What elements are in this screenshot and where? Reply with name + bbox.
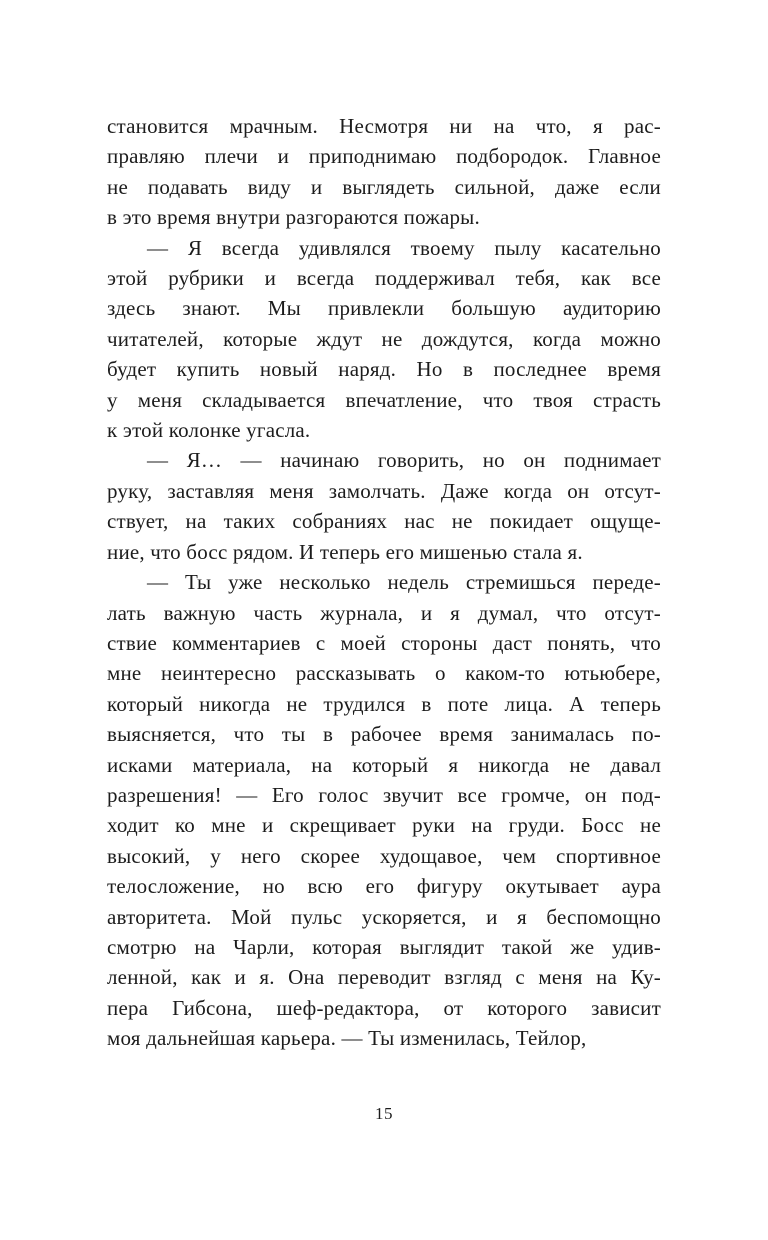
text-line: в это время внутри разгораются пожары. [107, 205, 480, 230]
text-line: который никогда не трудился в поте лица. А теперь [107, 691, 661, 716]
text-line: выясняется, что ты в рабочее время занималась по- [107, 722, 661, 747]
text-line: пера Гибсона, шеф-редактора, от которого зависит [107, 995, 661, 1020]
text-line: ходит ко мне и скрещивает руки на груди. Босс не [107, 813, 661, 838]
text-line: здесь знают. Мы привлекли большую аудиторию [107, 296, 661, 321]
text-line: не подавать виду и выглядеть сильной, даже если [107, 174, 661, 199]
text-line: правляю плечи и приподнимаю подбородок. Главное [107, 144, 661, 169]
text-line: ствует, на таких собраниях нас не покидает ощуще- [107, 509, 661, 534]
paragraph [107, 445, 661, 567]
text-line: становится мрачным. Несмотря ни на что, я рас- [107, 114, 661, 138]
text-line: ствие комментариев с моей стороны даст понять, что [107, 630, 661, 655]
text-line: — Я… — начинаю говорить, но он поднимает [147, 448, 661, 473]
page-number: 15 [375, 1104, 393, 1123]
text-line: мне неинтересно рассказывать о каком-то ютьюбере, [107, 661, 661, 686]
paragraph [107, 111, 661, 233]
text-line: — Я всегда удивлялся твоему пылу касательно [147, 235, 661, 260]
text-line: авторитета. Мой пульс ускоряется, и я беспомощно [107, 904, 661, 929]
paragraph [107, 233, 661, 446]
text-line: — Ты уже несколько недель стремишься переде- [147, 570, 661, 595]
text-line: читателей, которые ждут не дождутся, когда можно [107, 326, 661, 351]
text-line: исками материала, на который я никогда не давал [107, 752, 661, 777]
text-line: разрешения! — Его голос звучит все громче, он под- [107, 782, 661, 807]
text-line: у меня складывается впечатление, что твоя страсть [107, 387, 661, 412]
text-line: ленной, как и я. Она переводит взгляд с меня на Ку- [107, 965, 661, 990]
page-text [107, 111, 661, 1054]
text-line: этой рубрики и всегда поддерживал тебя, как все [107, 266, 661, 291]
text-line: моя дальнейшая карьера. — Ты изменилась, Тейлор, [107, 1026, 587, 1051]
text-line: руку, заставляя меня замолчать. Даже когда он отсут- [107, 478, 661, 503]
text-line: смотрю на Чарли, которая выглядит такой же удив- [107, 934, 661, 959]
text-line: лать важную часть журнала, и я думал, что отсут- [107, 600, 661, 625]
text-line: ние, что босс рядом. И теперь его мишенью стала я. [107, 539, 583, 564]
text-line: телосложение, но всю его фигуру окутывает аура [107, 874, 661, 899]
text-line: к этой колонке угасла. [107, 418, 311, 443]
text-line: высокий, у него скорее худощавое, чем спортивное [107, 843, 661, 868]
text-line: будет купить новый наряд. Но в последнее время [107, 357, 661, 382]
paragraph [107, 567, 661, 1054]
